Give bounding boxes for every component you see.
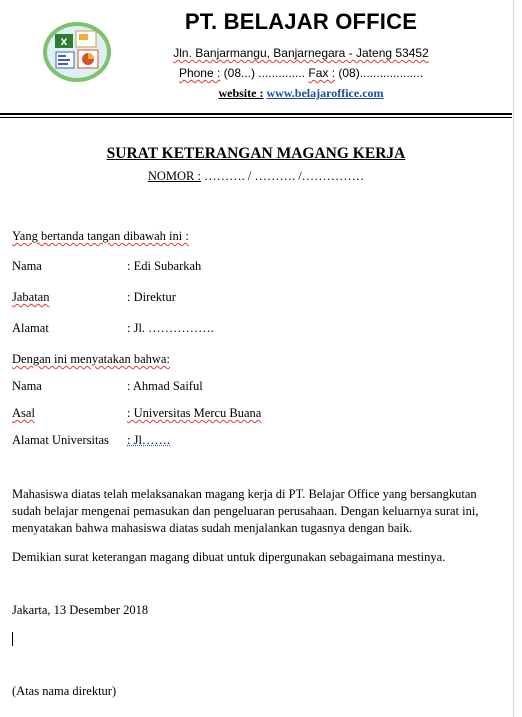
student-intro: Dengan ini menyatakan bahwa: [12,352,170,366]
place-date: Jakarta, 13 Desember 2018 [12,603,149,617]
company-address [166,46,436,60]
fax-value: (08)................... [338,66,424,80]
letter-title: SURAT KETERANGAN MAGANG KERJA [106,145,406,162]
student-name-value: : Ahmad Saiful [127,379,203,393]
signer-name-value: : Edi Subarkah [127,259,202,273]
body-paragraph-1: Mahasiswa diatas telah melaksanakan magang kerja di PT. Belajar Office yang bersangkutan sudah belajar mengenai pemasukan dan pengeluaran perusahaan. Dengan keluarnya surat ini, menyatakan bahwa mahasiswa diatas sudah menjalankan tugasnya dengan baik. [12,487,479,535]
signer-address-value: : Jl. ……………. [127,321,214,335]
body-paragraph-2: Demikian surat keterangan magang dibuat untuk dipergunakan sebagaimana mestinya. [12,550,446,564]
signer-name-label: Nama [12,259,42,273]
nomor-label: NOMOR : [147,169,201,183]
signer-position-value: : Direktur [127,290,176,304]
page-edge [513,0,514,717]
student-address-value: : Jl……. [127,433,171,447]
signature-name: (Atas nama direktur) [12,684,117,698]
student-origin-label: Asal [12,406,35,420]
svg-text:X: X [60,38,68,48]
address-text: Jln. Banjarmangu, Banjarnegara - Jateng 53452 [173,46,429,60]
student-name-label: Nama [12,379,42,393]
website-label: website : [218,86,264,100]
letter-number [0,169,512,184]
nomor-value: ………. / ………. /…………… [204,169,365,183]
fax-label: Fax : [308,66,336,80]
student-origin-value: : Universitas Mercu Buana [127,406,262,420]
student-address-label: Alamat Universitas [12,433,109,447]
signer-position-label: Jabatan [12,290,50,304]
website-line [166,86,436,101]
signer-address-label: Alamat [12,321,49,335]
phone-label: Phone : [178,66,221,80]
letterhead-rule-thin [0,117,512,118]
contact-line [166,66,436,80]
text-cursor [12,632,13,646]
phone-value: (08...) .............. [223,66,306,80]
company-name: PT. BELAJAR OFFICE [184,9,418,34]
signer-intro: Yang bertanda tangan dibawah ini : [12,229,189,243]
website-link[interactable]: www.belajaroffice.com [266,86,384,100]
letterhead-rule-thick [0,113,512,115]
office-apps-logo-icon [42,21,112,83]
